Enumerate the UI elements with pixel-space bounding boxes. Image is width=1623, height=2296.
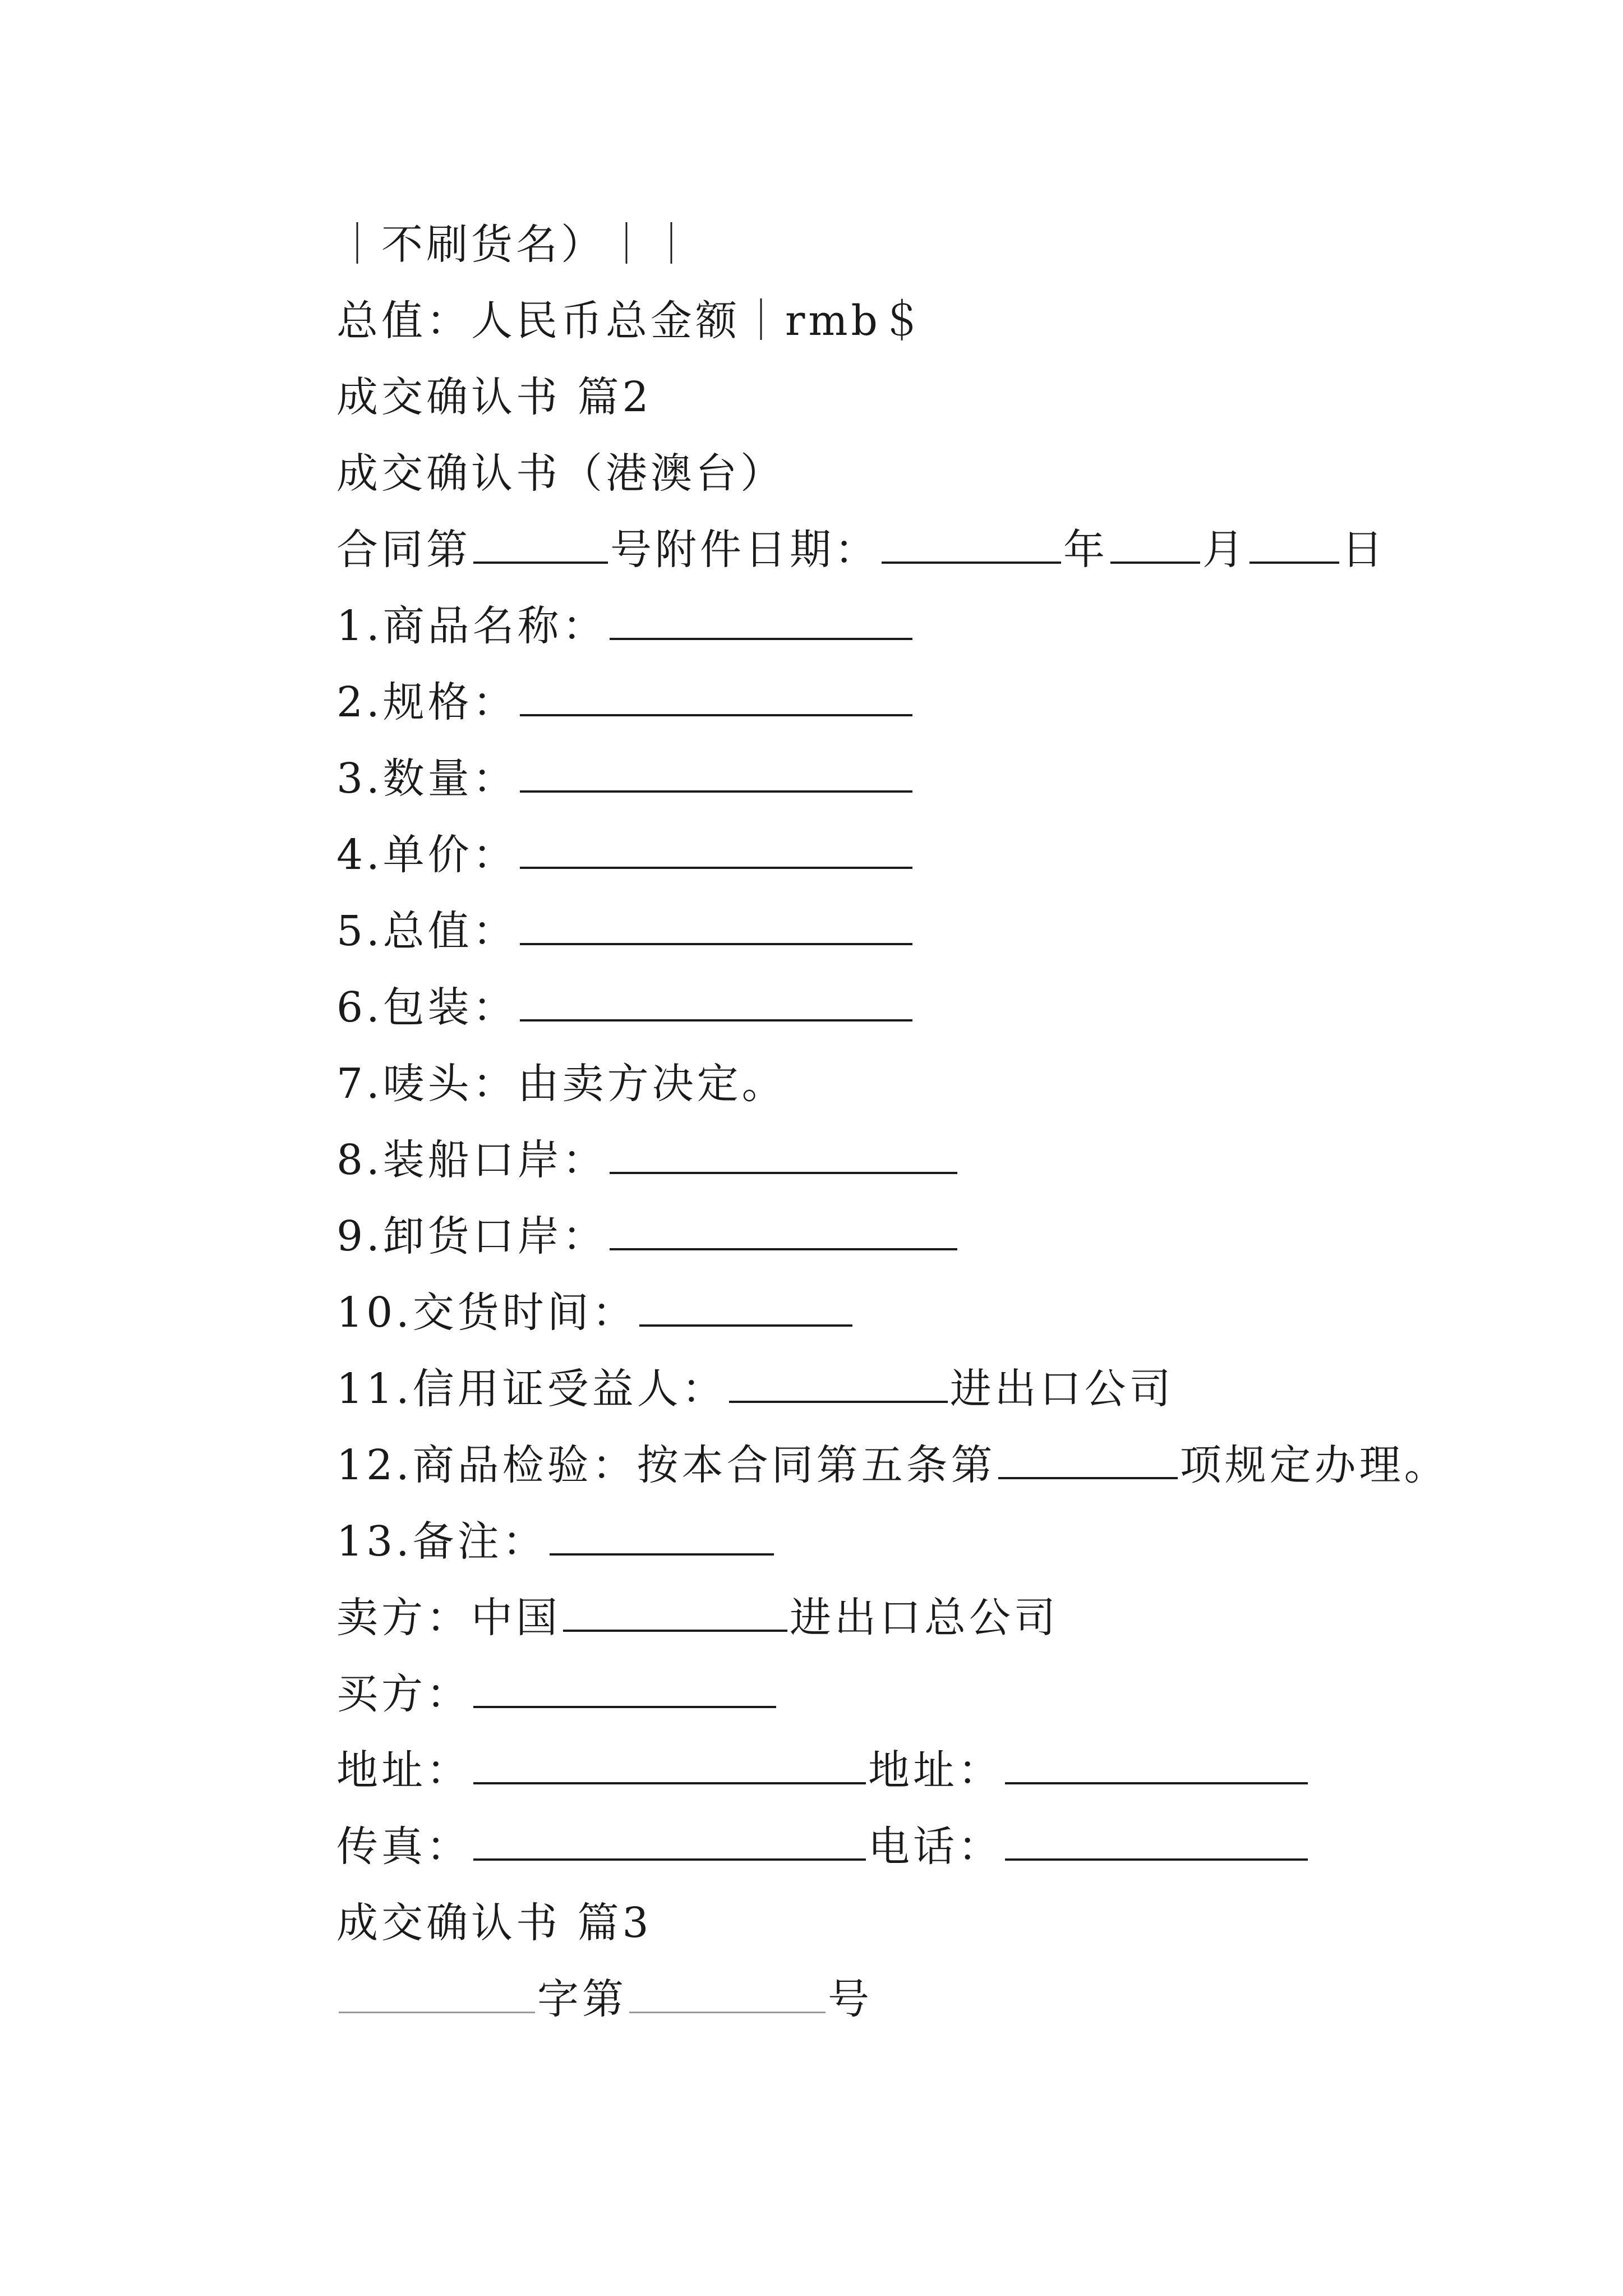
line-text: 号: [828, 1975, 873, 2023]
item-total-value: [336, 893, 1570, 969]
prefix-blank[interactable]: [339, 1977, 535, 2013]
doc-number-line: [336, 1961, 1570, 2037]
section-title-2: [336, 359, 1570, 435]
line-text: 字第: [537, 1975, 627, 2023]
goods-name-note: [336, 206, 1570, 283]
field-label: 3.数量：: [336, 754, 518, 803]
confirmation-title: [336, 435, 1570, 512]
address-line: [336, 1732, 1570, 1809]
item-unit-price: [336, 817, 1570, 893]
item-product-name: [336, 588, 1570, 664]
line-text: ｜不刷货名）｜｜: [336, 220, 695, 269]
field-label: 5.总值：: [336, 907, 518, 955]
spec-blank[interactable]: [520, 679, 912, 716]
line-text: 项规定办理。: [1179, 1441, 1449, 1489]
remarks-blank[interactable]: [550, 1519, 774, 1556]
quantity-blank[interactable]: [520, 756, 912, 793]
item-shipping-mark: [336, 1046, 1570, 1122]
total-value-blank[interactable]: [520, 908, 912, 945]
seller-line: [336, 1580, 1570, 1656]
line-text: 总值：人民币总金额｜rmb＄: [336, 297, 926, 345]
field-label: 9.卸货口岸：: [336, 1212, 607, 1260]
buyer-address-blank[interactable]: [1005, 1747, 1308, 1784]
field-label: 13.备注：: [336, 1517, 547, 1566]
fax-blank[interactable]: [473, 1824, 866, 1861]
item-spec: [336, 664, 1570, 740]
beneficiary-blank[interactable]: [729, 1366, 948, 1403]
day-blank[interactable]: [1249, 527, 1339, 564]
item-loading-port: [336, 1122, 1570, 1198]
field-label: 地址：: [336, 1746, 471, 1795]
line-text: 号附件日期：: [610, 526, 879, 574]
field-label: 12.商品检验：按本合同第五条第: [336, 1441, 996, 1489]
document-body: [336, 206, 1570, 2037]
line-text: 进出口总公司: [790, 1594, 1059, 1642]
clause-item-blank[interactable]: [998, 1442, 1178, 1479]
field-label: 6.包装：: [336, 983, 518, 1032]
phone-blank[interactable]: [1005, 1824, 1308, 1861]
field-label: 地址：: [868, 1746, 1003, 1795]
product-name-blank[interactable]: [610, 603, 912, 640]
number-blank[interactable]: [629, 1977, 826, 2013]
line-text: 月: [1202, 526, 1247, 574]
line-text: 进出口公司: [949, 1365, 1174, 1413]
packing-blank[interactable]: [520, 984, 912, 1022]
field-label: 10.交货时间：: [336, 1289, 637, 1337]
field-label: 8.装船口岸：: [336, 1136, 607, 1184]
item-delivery-time: [336, 1274, 1570, 1351]
item-packing: [336, 969, 1570, 1046]
discharge-port-blank[interactable]: [610, 1213, 957, 1250]
field-label: 传真：: [336, 1823, 471, 1871]
field-label: 4.单价：: [336, 831, 518, 879]
seller-address-blank[interactable]: [473, 1747, 866, 1784]
line-text: 年: [1063, 526, 1108, 574]
field-label: 7.唛头：由卖方决定。: [336, 1060, 787, 1108]
field-label: 电话：: [868, 1823, 1003, 1871]
field-label: 1.商品名称：: [336, 602, 607, 650]
fax-phone-line: [336, 1809, 1570, 1885]
line-text: 合同第: [336, 526, 471, 574]
section-heading: 成交确认书 篇2: [336, 373, 652, 421]
buyer-blank[interactable]: [473, 1671, 776, 1708]
item-lc-beneficiary: [336, 1351, 1570, 1427]
month-blank[interactable]: [1110, 527, 1200, 564]
field-label: 买方：: [336, 1670, 471, 1718]
document-title: 成交确认书（港澳台）: [336, 449, 785, 498]
unit-price-blank[interactable]: [520, 832, 912, 869]
seller-blank[interactable]: [563, 1595, 787, 1632]
field-label: 11.信用证受益人：: [336, 1365, 727, 1413]
total-value-line: [336, 283, 1570, 359]
loading-port-blank[interactable]: [610, 1137, 957, 1174]
field-label: 卖方：中国: [336, 1594, 561, 1642]
line-text: 日: [1341, 526, 1386, 574]
item-inspection: [336, 1427, 1570, 1503]
item-quantity: [336, 740, 1570, 817]
delivery-time-blank[interactable]: [639, 1290, 852, 1327]
item-remarks: [336, 1503, 1570, 1580]
contract-number-date-line: [336, 512, 1570, 588]
section-title-3: [336, 1885, 1570, 1961]
buyer-line: [336, 1656, 1570, 1732]
field-label: 2.规格：: [336, 678, 518, 726]
contract-number-blank[interactable]: [473, 527, 608, 564]
year-blank[interactable]: [882, 527, 1061, 564]
item-discharge-port: [336, 1198, 1570, 1274]
section-heading: 成交确认书 篇3: [336, 1899, 652, 1947]
